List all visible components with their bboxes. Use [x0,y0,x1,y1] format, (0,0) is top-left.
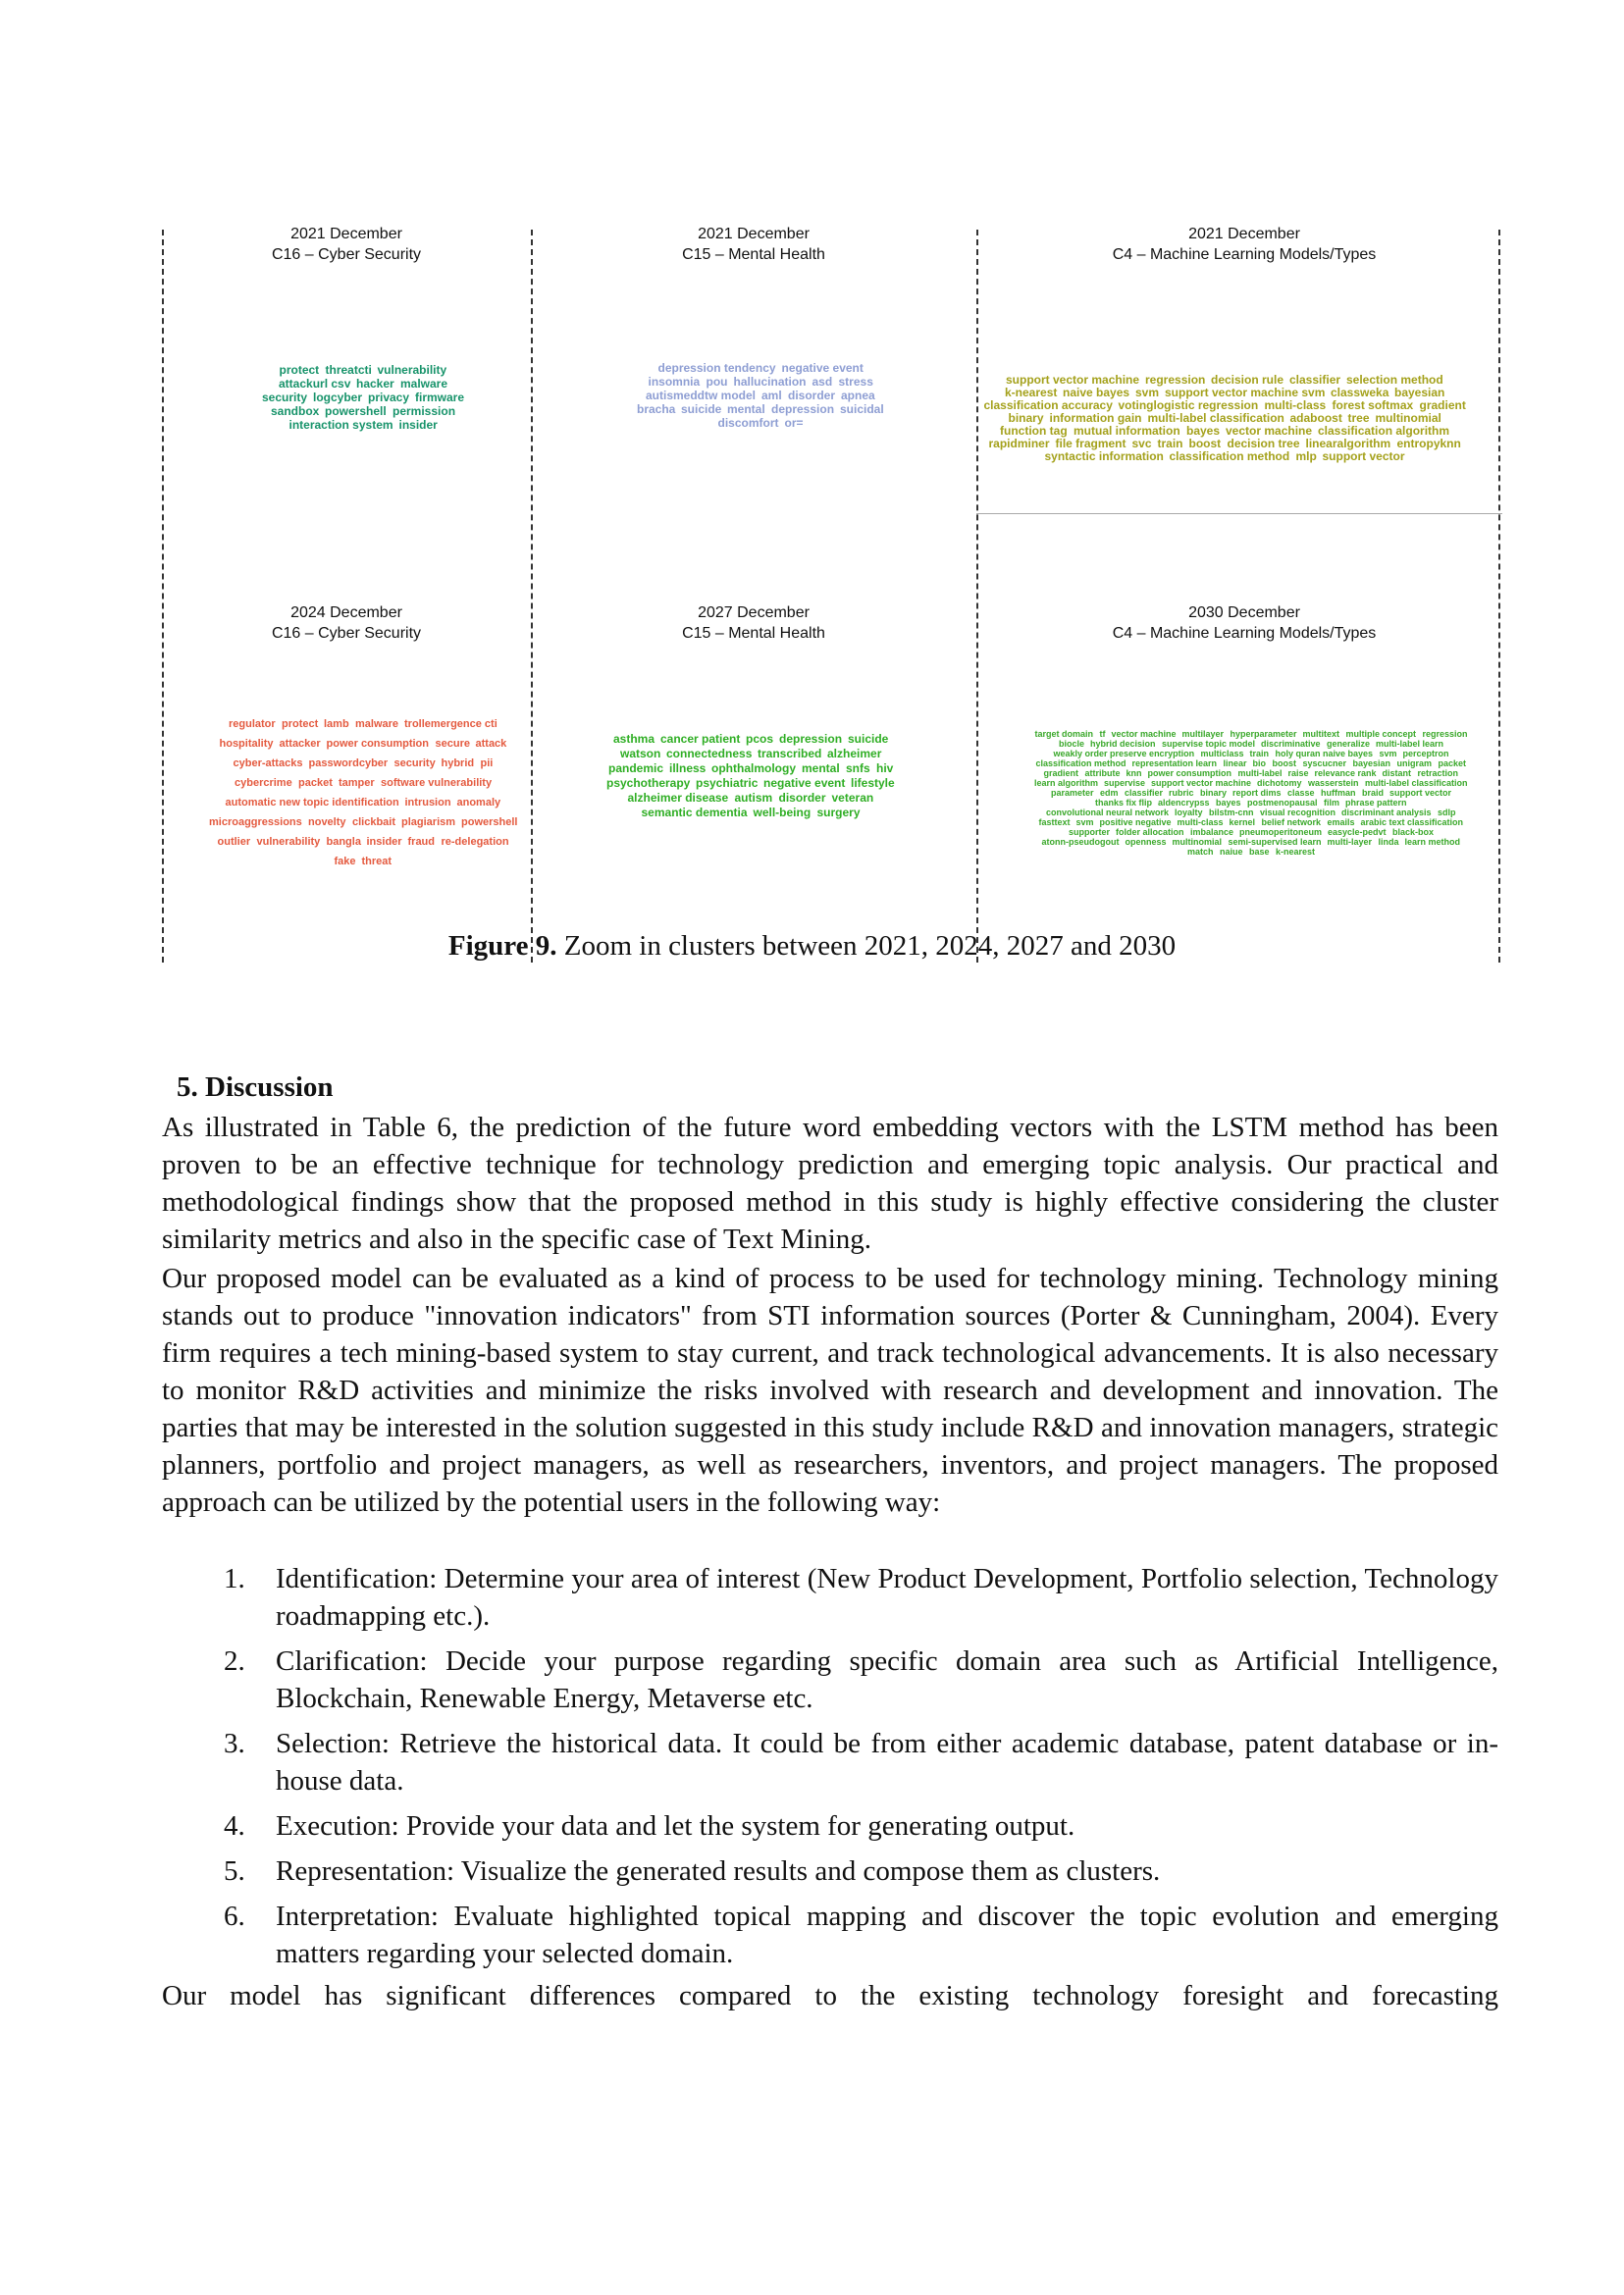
word-cloud-ml-2030 [1033,668,1475,918]
panel-date: 2027 December [698,604,810,621]
paragraph: As illustrated in Table 6, the prediction of the future word embedding vectors with the LSTM method has been proven to be an effective technique for technology prediction and emerging topic analysis. Our practical and methodological findings show that the proposed method in this study is highly effective considering the cluster similarity metrics and also in the specific case of Text Mining. [162,1112,1498,1255]
cloud-word: vulnerability [256,836,321,848]
list-item [162,1852,1498,1890]
cloud-word: multiclass [1200,748,1244,758]
section-heading: 5. Discussion [177,1071,334,1103]
cloud-word: firmware [415,391,465,404]
cloud-word: attacker [279,738,321,750]
cloud-word: multi-class [1177,816,1224,827]
cloud-word: psychiatric [696,775,759,790]
cloud-word: rubric [1169,787,1194,798]
cloud-word: selection method [1346,372,1443,387]
cloud-word: negative event [763,775,846,790]
cloud-word: match [1187,846,1214,857]
cloud-word: parameter [1051,787,1094,798]
cloud-word: openness [1125,836,1167,847]
cloud-word: microaggressions [209,816,302,828]
cloud-word: tree [1347,410,1370,425]
cloud-word: alzheimer disease [627,790,729,805]
cloud-word: boost [1188,436,1222,450]
panel-cluster: C4 – Machine Learning Models/Types [1112,246,1377,263]
cloud-word: transcribed [758,746,822,760]
cloud-word: huffman [1321,787,1356,798]
cloud-word: support vector machine [1006,372,1140,387]
cloud-word: software vulnerability [381,777,493,789]
cloud-word: holy quran naive bayes [1275,748,1374,758]
panel-title [592,602,916,644]
list-item [162,1560,1498,1635]
cloud-word: bayes [1186,423,1221,438]
list-number: 6. [224,1901,245,1932]
cloud-word: discriminative [1261,738,1321,749]
cloud-word: power consumption [326,738,429,750]
list-item [162,1807,1498,1845]
cloud-word: classweka [1331,385,1389,399]
cloud-word: fraud [407,836,435,848]
cloud-word: permission [393,404,456,418]
cloud-word: bangla [326,836,361,848]
cloud-word: hiv [876,760,894,775]
cloud-word: perceptron [1402,748,1449,758]
cloud-word: mental [802,760,840,775]
cloud-word: depression tendency [657,361,776,375]
cloud-word: function tag [1000,423,1068,438]
word-cloud-mental-2021 [636,338,891,455]
word-cloud-mental-2027 [592,691,916,862]
cloud-word: rapidminer [988,436,1050,450]
cloud-word: surgery [816,805,861,819]
cloud-word: k-nearest [1276,846,1316,857]
cloud-word: semi-supervised learn [1228,836,1322,847]
panel-title [1023,224,1465,265]
cloud-word: easycle-pedvt [1328,826,1387,837]
cloud-word: linda [1378,836,1399,847]
list-number: 2. [224,1645,245,1677]
cloud-word: stress [838,375,873,389]
cloud-word: aml [761,389,782,402]
list-item [162,1643,1498,1717]
cloud-word: disorder [788,389,836,402]
cloud-word: psychotherapy [606,775,691,790]
cloud-word: cancer patient [660,731,741,746]
cloud-word: hacker [356,377,394,391]
cloud-word: autism [734,790,773,805]
cloud-word: lamb [324,718,349,730]
cloud-word: relevance rank [1314,767,1377,778]
cloud-word: ophthalmology [711,760,796,775]
cloud-word: k-nearest [1005,385,1058,399]
steps-list [162,1560,1498,1980]
cloud-word: sandbox [271,404,320,418]
cloud-word: decision rule [1211,372,1284,387]
cloud-word: support vector machine [1151,777,1252,788]
figure-caption [0,930,1624,963]
cloud-word: knn [1126,767,1142,778]
cloud-word: generalize [1327,738,1371,749]
cloud-word: well-being [753,805,812,819]
cloud-word: classe [1287,787,1315,798]
cloud-word: intrusion [404,797,451,808]
cloud-word: decision tree [1227,436,1300,450]
divider-line [976,230,978,963]
cloud-word: powershell [461,816,518,828]
cloud-word: or= [784,416,804,430]
cloud-word: svm [1135,385,1160,399]
cloud-word: mlp [1295,448,1317,463]
cloud-word: threat [361,856,393,867]
cloud-word: bio [1252,757,1266,768]
cloud-word: bilstm-cnn [1209,807,1254,817]
cloud-word: hybrid [441,757,475,769]
list-item [162,1725,1498,1799]
cloud-word: file fragment [1055,436,1126,450]
cloud-word: tf [1099,728,1106,739]
panel-title [199,224,494,265]
cloud-word: veteran [831,790,874,805]
cloud-word: re-delegation [441,836,509,848]
cloud-word: disorder [778,790,826,805]
cloud-word: insider [398,418,438,432]
cloud-word: bayesian [1394,385,1445,399]
cloud-word: support vector [1322,448,1405,463]
cloud-word: multi-label learn [1376,738,1444,749]
cloud-word: gradient [1419,397,1466,412]
cloud-word: secure [435,738,470,750]
cloud-word: fake [334,856,356,867]
cloud-word: classification algorithm [1318,423,1450,438]
list-text: Clarification: Decide your purpose regarding specific domain area such as Artificial Intelligence, Blockchain, Renewable Energy, Metaverse etc. [276,1645,1498,1714]
cloud-word: regression [1422,728,1468,739]
list-text: Identification: Determine your area of interest (New Product Development, Portfolio selection, Technology roadmapping etc.). [276,1563,1498,1632]
cloud-word: security [262,391,308,404]
cloud-word: pcos [746,731,774,746]
cloud-word: multiple concept [1345,728,1417,739]
list-number: 5. [224,1855,245,1887]
cloud-word: learn method [1404,836,1461,847]
divider-line [531,230,533,963]
cloud-word: thanks fix flip [1095,797,1153,808]
cloud-word: visual recognition [1260,807,1336,817]
cloud-word: biocle [1059,738,1085,749]
cloud-word: linear [1223,757,1247,768]
figure-9 [160,222,1500,963]
divider-line [162,230,164,963]
cloud-word: logcyber [313,391,363,404]
list-text: Representation: Visualize the generated results and compose them as clusters. [276,1855,1161,1887]
cloud-word: classification accuracy [983,397,1113,412]
panel-date: 2024 December [290,604,402,621]
cloud-word: multinomial [1172,836,1223,847]
cloud-word: aldencrypss [1158,797,1210,808]
cloud-word: pii [480,757,494,769]
cloud-word: learn algorithm [1034,777,1099,788]
cloud-word: emails [1327,816,1355,827]
cloud-word: classification method [1035,757,1126,768]
cloud-word: naive bayes [1063,385,1130,399]
panel-date: 2021 December [290,226,402,242]
cloud-word: lifestyle [851,775,895,790]
divider-line [1498,230,1500,963]
cloud-word: loyalty [1175,807,1203,817]
cloud-word: packet [298,777,333,789]
cloud-word: naiue [1220,846,1243,857]
cloud-word: outlier [217,836,251,848]
cloud-word: threatcti [325,363,372,377]
cloud-word: supporter [1069,826,1111,837]
cloud-word: binary [1008,410,1044,425]
cloud-word: malware [355,718,399,730]
cloud-word: hyperparameter [1230,728,1297,739]
cloud-word: phrase pattern [1345,797,1407,808]
cloud-word: suicide [848,731,889,746]
cloud-word: binary [1200,787,1228,798]
cloud-word: mental [727,402,765,416]
cloud-word: retraction [1417,767,1459,778]
cloud-word: watson [620,746,661,760]
cloud-word: negative event [781,361,864,375]
cloud-word: gradient [1043,767,1079,778]
panel-title [199,602,494,644]
cloud-word: svm [1379,748,1397,758]
cloud-word: regression [1145,372,1206,387]
cloud-word: multilayer [1181,728,1225,739]
cloud-word: malware [400,377,448,391]
cloud-word: fasttext [1038,816,1071,827]
panel-date: 2030 December [1188,604,1300,621]
cloud-word: film [1324,797,1340,808]
cloud-word: bayes [1216,797,1241,808]
panel-cluster: C16 – Cyber Security [271,625,422,642]
cloud-word: mutual information [1074,423,1180,438]
cloud-word: multi-layer [1327,836,1373,847]
cloud-word: kernel [1229,816,1256,827]
cloud-word: privacy [368,391,410,404]
panel-date: 2021 December [1188,226,1300,242]
cloud-word: arabic text classification [1360,816,1464,827]
cloud-word: autismeddtw model [646,389,757,402]
cloud-word: multi-label [1237,767,1283,778]
cloud-word: atonn-pseudogout [1041,836,1120,847]
cloud-word: representation learn [1131,757,1218,768]
cloud-word: svc [1131,436,1152,450]
cloud-word: pou [706,375,728,389]
cloud-word: insomnia [648,375,701,389]
paragraph: Our model has significant differences compared to the existing technology foresight and forecasting [162,1980,1498,2011]
cloud-word: svm [1075,816,1094,827]
cloud-word: snfs [846,760,870,775]
cloud-word: classification method [1169,448,1290,463]
cloud-word: connectedness [666,746,753,760]
cloud-word: powershell [325,404,387,418]
cloud-word: unigram [1396,757,1433,768]
cloud-word: power consumption [1147,767,1231,778]
panel-title [592,224,916,265]
cloud-word: convolutional neural network [1046,807,1170,817]
cloud-word: multitext [1302,728,1340,739]
caption-label: Figure 9. [447,930,557,962]
panel-cluster: C16 – Cyber Security [271,246,422,263]
cloud-word: target domain [1034,728,1094,739]
cloud-word: multi-label classification [1147,410,1284,425]
cloud-word: weakly order preserve encryption [1053,748,1195,758]
cloud-word: passwordcyber [308,757,389,769]
cloud-word: braid [1362,787,1385,798]
cloud-word: hybrid decision [1090,738,1156,749]
cloud-word: asd [812,375,833,389]
cloud-word: suicide [681,402,722,416]
cloud-word: supervise topic model [1162,738,1256,749]
cloud-word: vector machine [1226,423,1313,438]
cloud-word: postmenopausal [1247,797,1318,808]
cloud-word: pneumoperitoneum [1239,826,1323,837]
cloud-word: anomaly [456,797,501,808]
cloud-word: attack [475,738,507,750]
cloud-word: boost [1272,757,1296,768]
list-number: 3. [224,1728,245,1759]
cloud-word: support vector machine svm [1165,385,1326,399]
cloud-word: belief network [1261,816,1322,827]
cloud-word: clickbait [352,816,396,828]
cloud-word: dichotomy [1257,777,1302,788]
cloud-word: black-box [1392,826,1435,837]
word-cloud-cyber-2024 [204,665,528,930]
panel-cluster: C15 – Mental Health [682,246,825,263]
cloud-word: asthma [613,731,655,746]
cloud-word: automatic new topic identification [225,797,399,808]
cloud-word: cyber-attacks [233,757,303,769]
cloud-word: train [1249,748,1270,758]
cloud-word: wasserstein [1308,777,1359,788]
cloud-word: positive negative [1099,816,1172,827]
cloud-word: illness [669,760,707,775]
cloud-word: bracha [637,402,676,416]
list-item [162,1898,1498,1972]
cloud-word: vector machine [1111,728,1177,739]
panel-cluster: C4 – Machine Learning Models/Types [1112,625,1377,642]
panel-title [1023,602,1465,644]
cloud-word: tamper [339,777,375,789]
cloud-word: hospitality [219,738,274,750]
cloud-word: discomfort [717,416,779,430]
cloud-word: interaction system [288,418,393,432]
cloud-word: support vector [1389,787,1452,798]
cloud-word: multi-label classification [1365,777,1468,788]
cloud-word: distant [1382,767,1412,778]
cloud-word: classifier [1289,372,1341,387]
cloud-word: classifier [1125,787,1164,798]
cloud-word: alzheimer [827,746,882,760]
cloud-word: regulator [229,718,276,730]
cloud-word: pandemic [608,760,664,775]
cloud-word: multinomial [1375,410,1441,425]
cloud-word: discriminant analysis [1341,807,1432,817]
cloud-word: adaboost [1289,410,1342,425]
cloud-word: attribute [1084,767,1121,778]
cloud-word: suicidal [840,402,884,416]
word-cloud-cyber-2021 [258,330,474,467]
cloud-word: packet [1438,757,1467,768]
cloud-word: plagiarism [401,816,456,828]
cloud-word: base [1249,846,1270,857]
cloud-word: forest softmax [1332,397,1414,412]
list-number: 4. [224,1810,245,1842]
cloud-word: cybercrime [235,777,292,789]
cloud-word: depression [771,402,835,416]
cloud-word: vulnerability [377,363,447,377]
cloud-word: semantic dementia [641,805,748,819]
cloud-word: protect [279,363,320,377]
cloud-word: edm [1100,787,1119,798]
cloud-word: security [393,757,436,769]
cloud-word: multi-class [1264,397,1327,412]
caption-text: Zoom in clusters between 2021, 2024, 2027 and 2030 [556,930,1177,962]
cloud-word: train [1157,436,1183,450]
word-cloud-ml-2021 [982,325,1473,511]
cloud-word: trollemergence cti [404,718,498,730]
cloud-word: linearalgorithm [1305,436,1391,450]
cloud-word: imbalance [1190,826,1234,837]
cloud-word: depression [779,731,843,746]
cloud-word: attackurl csv [279,377,351,391]
cloud-word: bayesian [1352,757,1391,768]
cloud-word: novelty [308,816,346,828]
cloud-word: apnea [841,389,875,402]
list-text: Selection: Retrieve the historical data. It could be from either academic database, patent database or in-house data. [276,1728,1498,1797]
cloud-word: insider [366,836,402,848]
cloud-word: information gain [1049,410,1142,425]
paragraph: Our proposed model can be evaluated as a kind of process to be used for technology mining. Technology mining stands out to produce "innovation indicators" from STI information sources (Porter & Cunningham, 2004). Every firm requires a tech mining-based system to stay current, and track technological advancements. It is also necessary to monitor R&D activities and minimize the risks involved with research and development and innovation. The parties that may be interested in the solution suggested in this study include R&D and innovation managers, strategic planners, portfolio and project managers, as well as researchers, inventors, and project managers. The proposed approach can be utilized by the potential users in the following way: [162,1263,1498,1518]
list-text: Execution: Provide your data and let the system for generating output. [276,1810,1075,1842]
cloud-word: hallucination [733,375,807,389]
cloud-word: report dims [1232,787,1282,798]
panel-separator [976,513,1502,514]
cloud-word: raise [1287,767,1309,778]
cloud-word: folder allocation [1116,826,1184,837]
panel-date: 2021 December [698,226,810,242]
cloud-word: syscucner [1302,757,1347,768]
list-text: Interpretation: Evaluate highlighted topical mapping and discover the topic evolution and emerging matters regarding your selected domain. [276,1901,1498,1969]
cloud-word: syntactic information [1044,448,1164,463]
list-number: 1. [224,1563,245,1594]
cloud-word: entropyknn [1396,436,1461,450]
panel-cluster: C15 – Mental Health [682,625,825,642]
cloud-word: protect [282,718,319,730]
cloud-word: sdlp [1438,807,1456,817]
cloud-word: votinglogistic regression [1118,397,1259,412]
cloud-word: supervise [1104,777,1146,788]
